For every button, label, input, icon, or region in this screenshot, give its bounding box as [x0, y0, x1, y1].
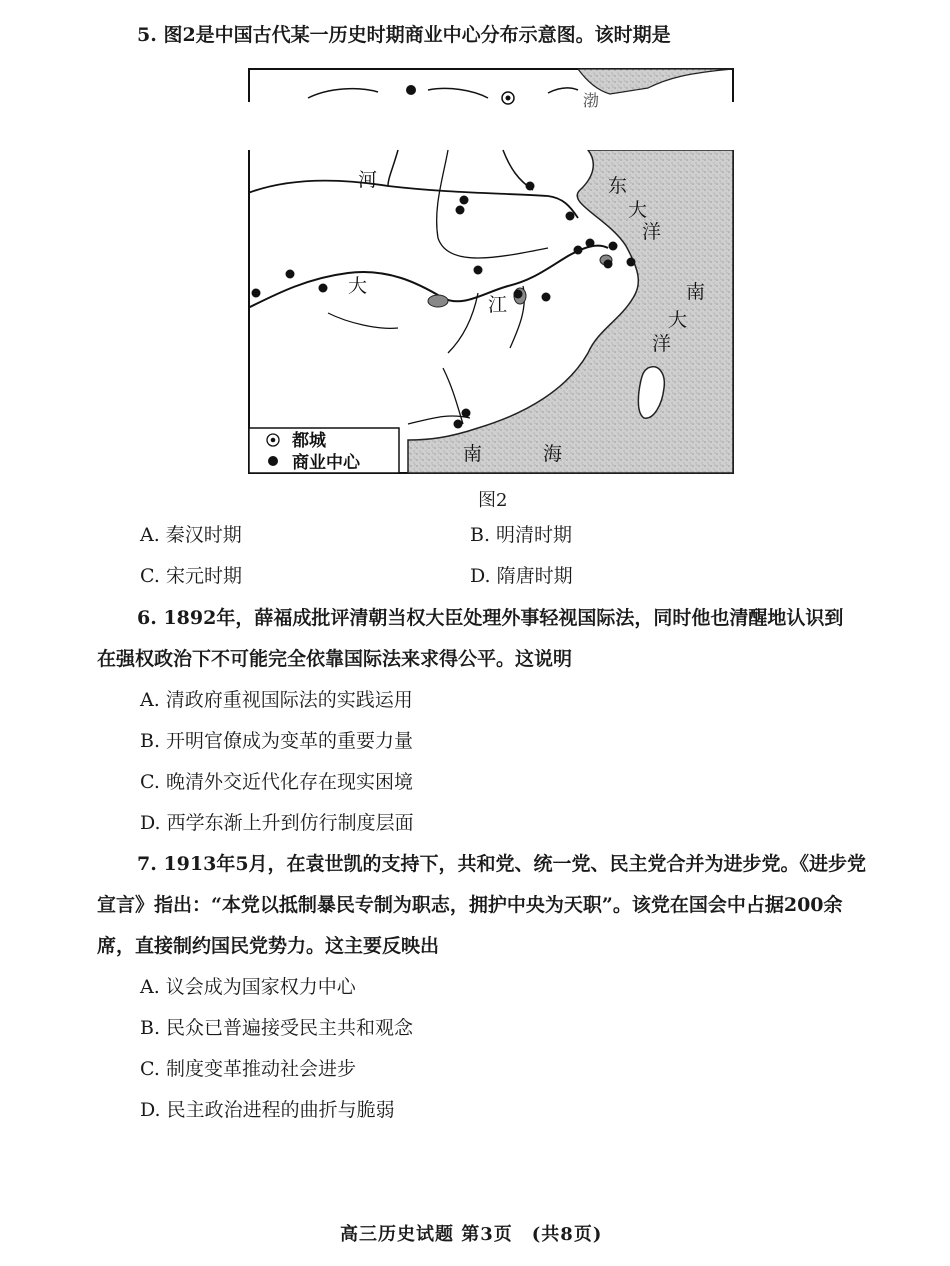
q5-option-c: C. 宋元时期 [140, 565, 242, 587]
center-dot [586, 239, 595, 248]
center-dot [406, 85, 416, 95]
q7-option-a: A. 议会成为国家权力中心 [140, 976, 356, 998]
label-bohai: 渤 [583, 91, 600, 110]
q7-stem-line1: 7. 1913年5月，在袁世凯的支持下，共和党、统一党、民主党合并为进步党。《进步党 [137, 853, 867, 875]
q5-option-d: D. 隋唐时期 [470, 565, 573, 587]
map-legend [249, 428, 399, 473]
scan-gap [248, 102, 734, 150]
q6-option-c: C. 晚清外交近代化存在现实困境 [140, 771, 413, 793]
center-dot [460, 196, 469, 205]
label-sea-nan: 南 [463, 443, 483, 465]
legend-commercial-icon [268, 456, 278, 466]
lake-dongting [428, 295, 448, 307]
q7-stem-line2: 宣言》指出：“本党以抵制暴民专制为职志，拥护中央为天职”。该党在国会中占据200余 [97, 894, 843, 916]
q5-option-a: A. 秦汉时期 [140, 524, 242, 546]
legend-capital-icon-dot [271, 438, 276, 443]
center-dot [604, 260, 613, 269]
center-dot [454, 420, 463, 429]
figure-caption: 图2 [478, 490, 508, 511]
label-south-sea-2: 大 [668, 309, 688, 331]
q5-stem: 5. 图2是中国古代某一历史时期商业中心分布示意图。该时期是 [137, 24, 671, 46]
label-south-sea-3: 洋 [652, 333, 672, 355]
q5-option-b: B. 明清时期 [470, 524, 573, 546]
center-dot [474, 266, 483, 275]
q6-option-b: B. 开明官僚成为变革的重要力量 [140, 730, 414, 752]
label-river-he: 河 [358, 169, 378, 191]
q6-stem-line1: 6. 1892年，薛福成批评清朝当权大臣处理外事轻视国际法，同时他也清醒地认识到 [137, 607, 844, 629]
center-dot [526, 182, 535, 191]
capital-marker-dot [506, 96, 511, 101]
center-dot [627, 258, 636, 267]
q6-option-a: A. 清政府重视国际法的实践运用 [140, 689, 413, 711]
q7-option-c: C. 制度变革推动社会进步 [140, 1058, 356, 1080]
q7-option-d: D. 民主政治进程的曲折与脆弱 [140, 1099, 395, 1121]
label-east-sea-3: 洋 [642, 221, 662, 243]
center-dot [286, 270, 295, 279]
center-dot [566, 212, 575, 221]
q7-stem-line3: 席，直接制约国民党势力。这主要反映出 [97, 935, 440, 957]
q6-option-d: D. 西学东渐上升到仿行制度层面 [140, 812, 414, 834]
label-east-sea-1: 东 [608, 175, 628, 197]
page-footer: 高三历史试题 第3页 (共8页) [340, 1224, 603, 1245]
commercial-center-map [248, 68, 734, 474]
label-south-sea-1: 南 [686, 281, 706, 303]
center-dot [462, 409, 471, 418]
center-dot [456, 206, 465, 215]
legend-capital-label: 都城 [292, 431, 326, 451]
center-dot [542, 293, 551, 302]
center-dot [609, 242, 618, 251]
center-dot [252, 289, 261, 298]
label-east-sea-2: 大 [628, 199, 648, 221]
center-dot [319, 284, 328, 293]
label-yangtze-2: 江 [488, 294, 508, 316]
legend-commercial-label: 商业中心 [292, 453, 360, 473]
label-sea-hai: 海 [543, 443, 563, 465]
center-dot [514, 290, 523, 299]
q7-option-b: B. 民众已普遍接受民主共和观念 [140, 1017, 414, 1039]
label-yangtze-1: 大 [348, 275, 368, 297]
center-dot [574, 246, 583, 255]
q6-stem-line2: 在强权政治下不可能完全依靠国际法来求得公平。这说明 [97, 648, 573, 670]
